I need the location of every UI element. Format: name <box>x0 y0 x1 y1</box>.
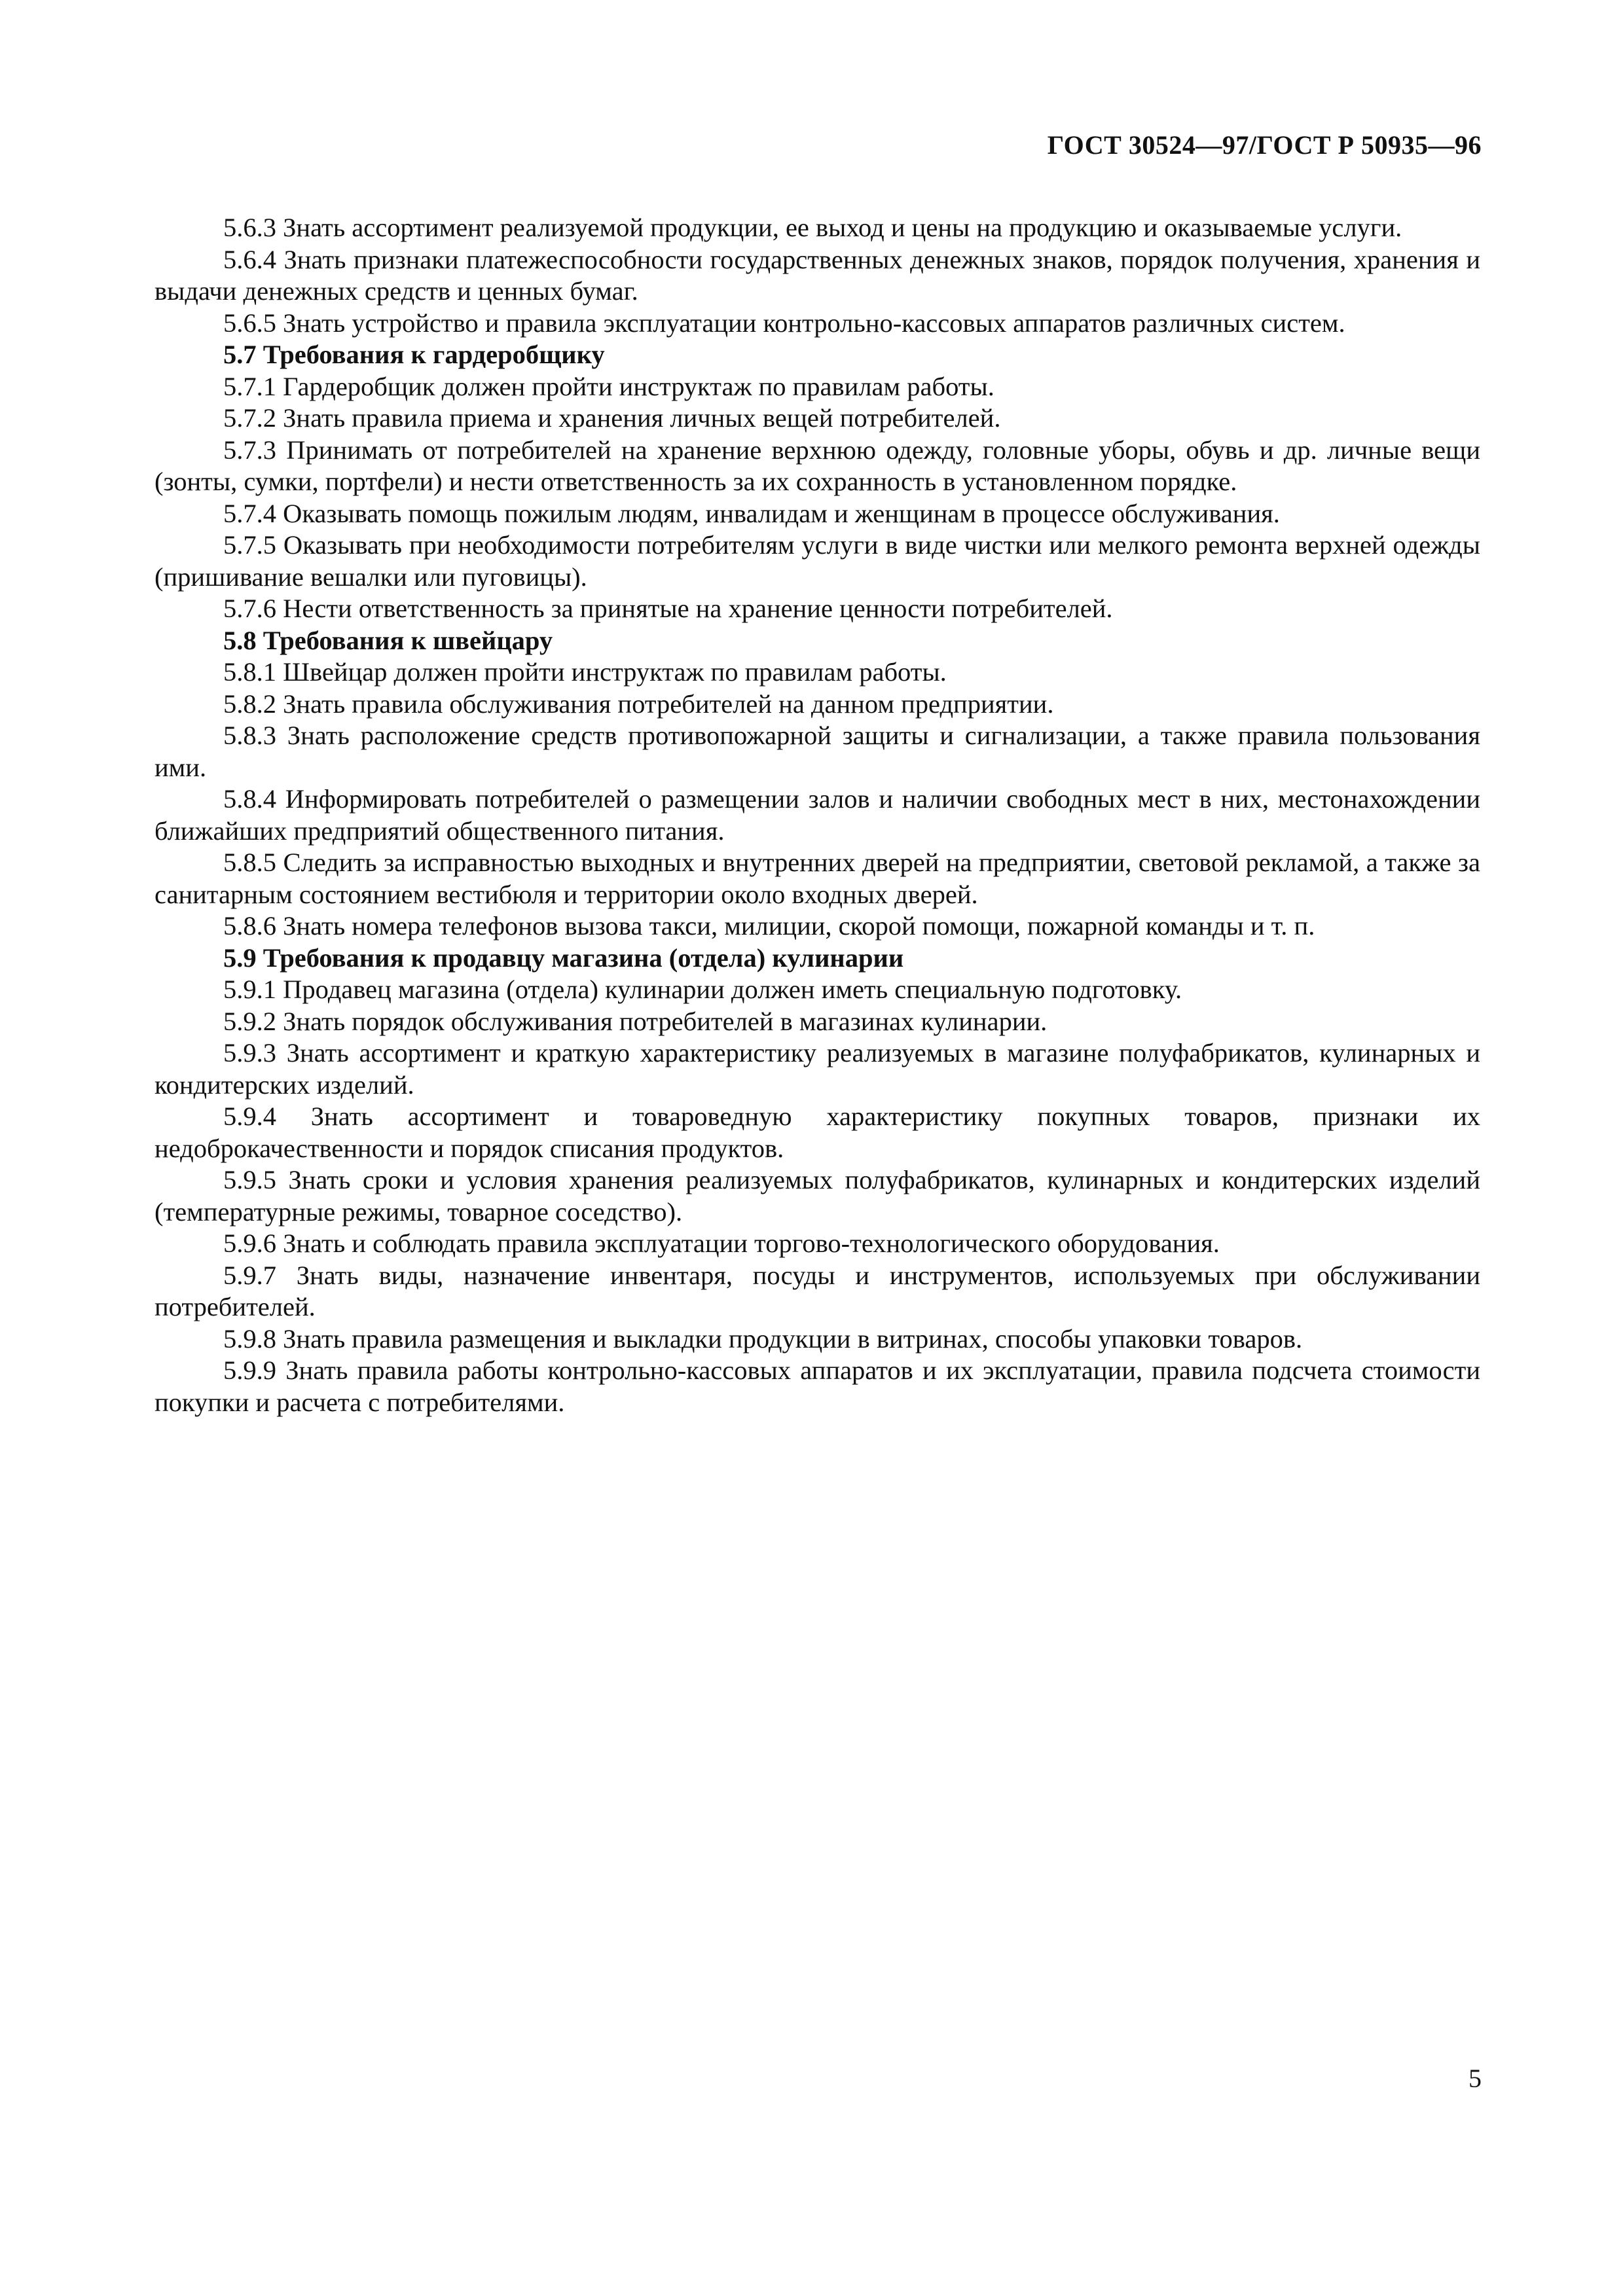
clause-paragraph: 5.9.1 Продавец магазина (отдела) кулинарии должен иметь специальную подготовку. <box>223 975 1182 1004</box>
clause-paragraph: 5.7.1 Гардеробщик должен пройти инструктаж по правилам работы. <box>223 371 994 401</box>
document-code-header: ГОСТ 30524—97/ГОСТ Р 50935—96 <box>1047 130 1482 160</box>
clause-paragraph: 5.7.4 Оказывать помощь пожилым людям, инвалидам и женщинам в процессе обслуживания. <box>223 498 1280 528</box>
clause-paragraph: 5.6.3 Знать ассортимент реализуемой продукции, ее выход и цены на продукцию и оказываемые услуги. <box>223 213 1402 242</box>
clause-paragraph: 5.9.9 Знать правила работы контрольно-кассовых аппаратов и их эксплуатации, правила подсчета стоимости покупки и расчета с потребителями. <box>155 1355 1480 1417</box>
clause-paragraph: 5.9.6 Знать и соблюдать правила эксплуатации торгово-технологического оборудования. <box>223 1229 1220 1258</box>
clause-paragraph: 5.8.6 Знать номера телефонов вызова такси, милиции, скорой помощи, пожарной команды и т. п. <box>223 911 1315 941</box>
clause-paragraph: 5.8.2 Знать правила обслуживания потребителей на данном предприятии. <box>223 689 1054 719</box>
clause-paragraph: 5.8.1 Швейцар должен пройти инструктаж по правилам работы. <box>223 657 947 687</box>
page-number: 5 <box>1468 2064 1482 2093</box>
clause-paragraph: 5.7.3 Принимать от потребителей на хранение верхнюю одежду, головные уборы, обувь и др. личные вещи (зонты, сумки, портфели) и нести ответственность за их сохранность в установленном порядке. <box>155 435 1480 496</box>
clause-paragraph: 5.7.6 Нести ответственность за принятые на хранение ценности потребителей. <box>223 594 1113 623</box>
clause-paragraph: 5.9.8 Знать правила размещения и выкладки продукции в витринах, способы упаковки товаров. <box>223 1323 1303 1354</box>
clause-paragraph: 5.9.5 Знать сроки и условия хранения реализуемых полуфабрикатов, кулинарных и кондитерских изделий (температурные режимы, товарное соседство). <box>155 1165 1480 1227</box>
section-heading: 5.7 Требования к гардеробщику <box>223 340 605 369</box>
clause-paragraph: 5.8.4 Информировать потребителей о размещении залов и наличии свободных мест в них, местонахождении ближайших предприятий общественного питания. <box>155 784 1480 846</box>
document-body <box>155 212 1480 1418</box>
clause-paragraph: 5.9.7 Знать виды, назначение инвентаря, посуды и инструментов, используемых при обслуживании потребителей. <box>155 1260 1480 1321</box>
clause-paragraph: 5.8.3 Знать расположение средств противопожарной защиты и сигнализации, а также правила пользования ими. <box>155 721 1480 782</box>
clause-paragraph: 5.7.2 Знать правила приема и хранения личных вещей потребителей. <box>223 403 1001 433</box>
section-heading: 5.8 Требования к швейцару <box>223 625 553 655</box>
clause-paragraph: 5.9.3 Знать ассортимент и краткую характеристику реализуемых в магазине полуфабрикатов, кулинарных и кондитерских изделий. <box>155 1038 1480 1100</box>
clause-paragraph: 5.7.5 Оказывать при необходимости потребителям услуги в виде чистки или мелкого ремонта верхней одежды (пришивание вешалки или пуговицы). <box>155 530 1480 592</box>
clause-paragraph: 5.6.5 Знать устройство и правила эксплуатации контрольно-кассовых аппаратов различных систем. <box>223 308 1345 338</box>
clause-paragraph: 5.9.4 Знать ассортимент и товароведную характеристику покупных товаров, признаки их недоброкачественности и порядок списания продуктов. <box>155 1102 1480 1163</box>
section-heading: 5.9 Требования к продавцу магазина (отдела) кулинарии <box>223 942 904 973</box>
clause-paragraph: 5.9.2 Знать порядок обслуживания потребителей в магазинах кулинарии. <box>223 1006 1048 1036</box>
clause-paragraph: 5.8.5 Следить за исправностью выходных и внутренних дверей на предприятии, световой рекламой, а также за санитарным состоянием вестибюля и территории около входных дверей. <box>155 848 1480 909</box>
clause-paragraph: 5.6.4 Знать признаки платежеспособности государственных денежных знаков, порядок получения, хранения и выдачи денежных средств и ценных бумаг. <box>155 244 1480 306</box>
